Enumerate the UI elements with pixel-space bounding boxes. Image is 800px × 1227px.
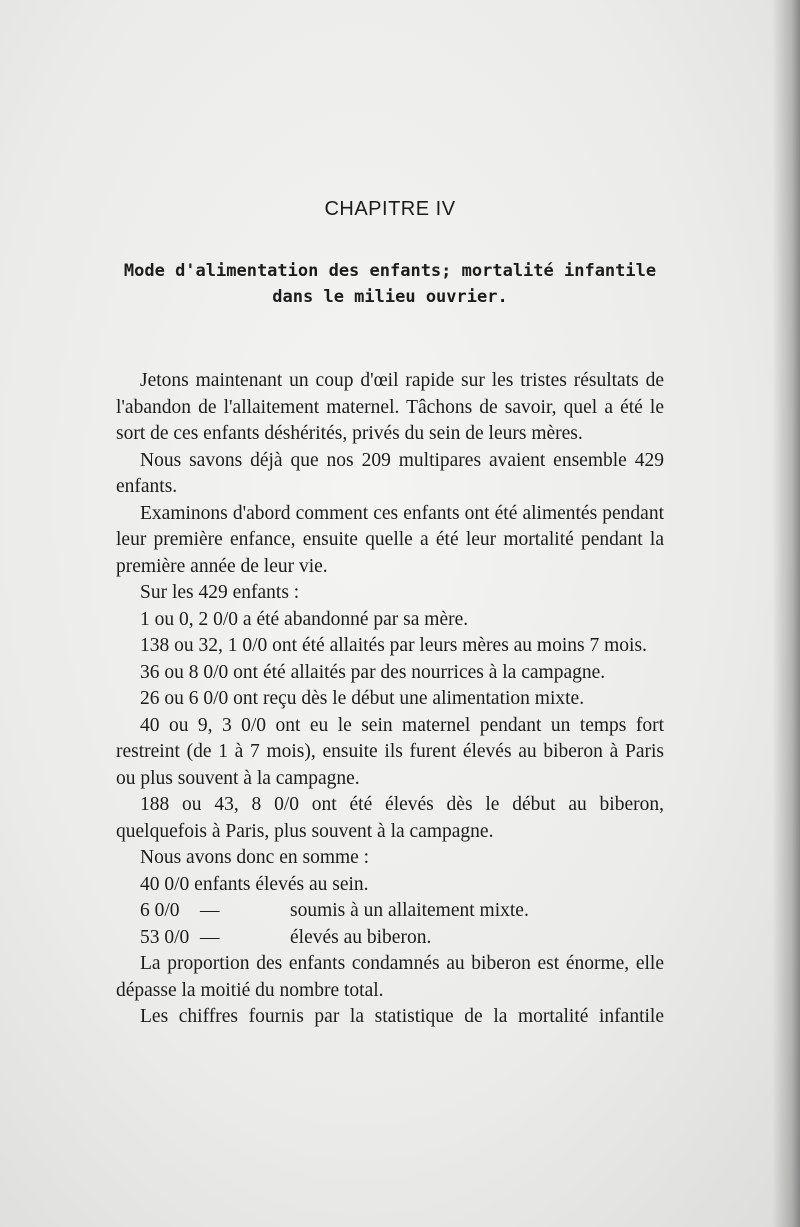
paragraph: Sur les 429 enfants : xyxy=(140,582,300,603)
paragraph: 26 ou 6 0/0 ont reçu dès le début une alimentation mixte. xyxy=(140,688,585,709)
summary-dash: — xyxy=(200,926,220,948)
summary-row xyxy=(140,925,664,952)
paragraph: 40 ou 9, 3 0/0 ont eu le sein maternel pendant un temps fort restreint (de 1 à 7 mois), ensuite ils furent élevés au biberon à Paris ou plus souvent à la campagne. xyxy=(116,714,664,789)
paragraph: 138 ou 32, 1 0/0 ont été allaités par leurs mères au moins 7 mois. xyxy=(140,635,647,656)
paragraph: Nous savons déjà que nos 209 multipares avaient ensemble 429 enfants. xyxy=(116,449,664,497)
page-edge-shadow xyxy=(772,0,800,1227)
section-title-line-1: Mode d'alimentation des enfants; mortalité infantile xyxy=(123,261,657,281)
paragraph: Jetons maintenant un coup d'œil rapide sur les tristes résultats de l'abandon de l'allaitement maternel. Tâchons de savoir, quel a été le sort de ces enfants déshérités, privés du sein de leurs mères. xyxy=(116,370,664,444)
summary-pct: 6 0/0 xyxy=(140,900,180,921)
body-text xyxy=(116,368,664,1031)
paragraph: La proportion des enfants condamnés au biberon est énorme, elle dépasse la moitié du nombre total. xyxy=(116,953,664,1001)
summary-pct: 53 0/0 xyxy=(140,926,190,948)
chapter-title: CHAPITRE IV xyxy=(324,198,456,220)
section-title xyxy=(100,258,680,310)
paragraph: 188 ou 43, 8 0/0 ont été élevés dès le début au biberon, quelquefois à Paris, plus souvent à la campagne. xyxy=(116,794,664,842)
paragraph: Nous avons donc en somme : xyxy=(140,847,370,868)
paragraph: 36 ou 8 0/0 ont été allaités par des nourrices à la campagne. xyxy=(140,661,606,683)
summary-row xyxy=(140,898,664,925)
summary-text: soumis à un allaitement mixte. xyxy=(290,900,529,921)
paragraph: Les chiffres fournis par la statistique de la mortalité infantile xyxy=(140,1006,664,1027)
section-title-line-2: dans le milieu ouvrier. xyxy=(272,287,508,307)
paragraph: Examinons d'abord comment ces enfants ont été alimentés pendant leur première enfance, ensuite quelle a été leur mortalité pendant la première année de leur vie. xyxy=(116,502,664,577)
paragraph: 40 0/0 enfants élevés au sein. xyxy=(140,873,369,895)
summary-dash: — xyxy=(200,900,220,921)
paragraph: 1 ou 0, 2 0/0 a été abandonné par sa mère. xyxy=(140,608,469,630)
summary-text: élevés au biberon. xyxy=(290,926,432,948)
